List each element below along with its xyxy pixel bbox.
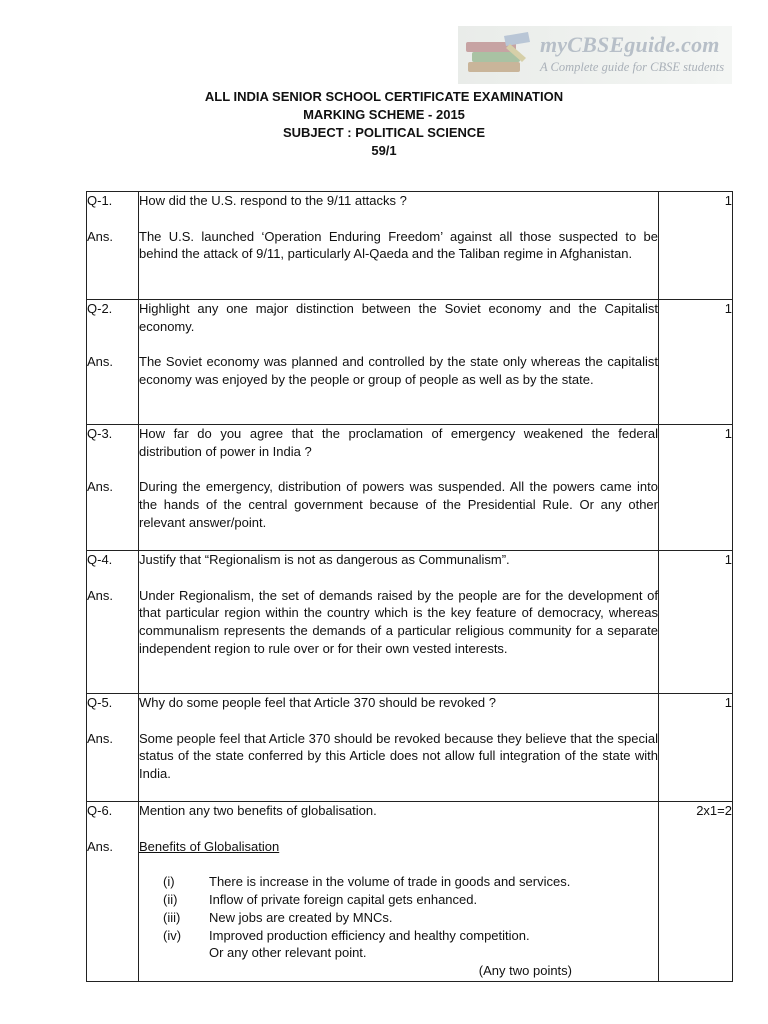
marks-cell: [659, 425, 733, 551]
answer-label: Ans.: [87, 479, 114, 495]
question-number: Q-4.: [87, 552, 113, 567]
question-text: How far do you agree that the proclamation of emergency weakened the federal distribution of power in India ?: [139, 426, 658, 459]
answer-text: The Soviet economy was planned and controlled by the state only whereas the capitalist economy was enjoyed by the people or group of people as well as by the state.: [139, 354, 658, 388]
table-row: [87, 551, 733, 694]
question-answer-cell: [139, 425, 659, 551]
marking-scheme-table: [86, 191, 733, 982]
question-number-cell: [87, 425, 139, 551]
question-number-cell: [87, 551, 139, 694]
question-text: How did the U.S. respond to the 9/11 attacks ?: [139, 193, 407, 208]
question-text: Mention any two benefits of globalisation.: [139, 803, 377, 818]
list-item-text: Improved production efficiency and healthy competition.: [209, 927, 530, 943]
marks-cell: [659, 694, 733, 802]
question-number-cell: [87, 694, 139, 802]
answer-heading: Benefits of Globalisation: [139, 838, 280, 854]
question-number: Q-1.: [87, 193, 113, 208]
question-text: Highlight any one major distinction between the Soviet economy and the Capitalist economy.: [139, 301, 658, 334]
marks-value: 2x1=2: [696, 803, 732, 818]
answer-text: The U.S. launched ‘Operation Enduring Freedom’ against all those suspected to be behind the attack of 9/11, particularly Al-Qaeda and the Taliban regime in Afghanistan.: [139, 228, 658, 262]
answer-label: Ans.: [87, 587, 114, 603]
marks-value: 1: [724, 193, 732, 208]
question-text: Why do some people feel that Article 370 should be revoked ?: [139, 695, 496, 710]
question-number-cell: [87, 300, 139, 425]
scheme-title: MARKING SCHEME - 2015: [303, 107, 465, 122]
question-number-cell: [87, 802, 139, 982]
marks-cell: [659, 300, 733, 425]
marks-cell: [659, 192, 733, 300]
answer-text: During the emergency, distribution of powers was suspended. All the powers came into the hands of the central government because of the Presidential Rule. Or any other relevant answer/point.: [139, 479, 658, 530]
list-item-number: (ii): [163, 891, 178, 907]
question-answer-cell: [139, 802, 659, 982]
logo-brand: myCBSEguide.com: [540, 32, 720, 57]
table-row: [87, 192, 733, 300]
marks-value: 1: [724, 552, 732, 567]
marks-cell: [659, 802, 733, 982]
marks-value: 1: [724, 301, 732, 316]
list-item-number: (iv): [163, 927, 182, 943]
list-item-text: New jobs are created by MNCs.: [209, 909, 393, 925]
marks-value: 1: [724, 426, 732, 441]
list-item: [163, 891, 658, 909]
table-row: [87, 802, 733, 982]
answer-label: Ans.: [87, 730, 114, 746]
marks-value: 1: [724, 695, 732, 710]
question-text: Justify that “Regionalism is not as dangerous as Communalism”.: [139, 552, 510, 567]
page-header: [0, 88, 768, 160]
subject-title: SUBJECT : POLITICAL SCIENCE: [282, 125, 485, 140]
list-item-number: (iii): [163, 909, 181, 925]
marks-cell: [659, 551, 733, 694]
table-row: [87, 300, 733, 425]
list-item: [163, 873, 658, 891]
answer-text: Some people feel that Article 370 should be revoked because they believe that the special status of the state conferred by this Article does not allow full integration of the state with India.: [139, 730, 658, 782]
mycbseguide-logo: [458, 26, 732, 84]
list-item-text: Inflow of private foreign capital gets enhanced.: [209, 891, 478, 907]
table-row: [87, 694, 733, 802]
answer-label: Ans.: [87, 838, 114, 854]
list-item-number: (i): [163, 874, 175, 890]
benefits-list: [163, 873, 658, 962]
list-item-text: There is increase in the volume of trade in goods and services.: [209, 874, 571, 890]
question-number: Q-2.: [87, 301, 113, 316]
question-number: Q-6.: [87, 803, 113, 818]
question-answer-cell: [139, 300, 659, 425]
question-number-cell: [87, 192, 139, 300]
question-answer-cell: [139, 551, 659, 694]
extra-point: Or any other relevant point.: [209, 945, 367, 961]
question-number: Q-5.: [87, 695, 113, 710]
table-row: [87, 425, 733, 551]
answer-text: Under Regionalism, the set of demands raised by the people are for the development of that particular region within the country which is the key feature of democracy, whereas communalism represents the demands of a particular religious community for a separate independent region to rule over or for their own vested interests.: [139, 587, 658, 656]
list-item: [163, 909, 658, 927]
question-answer-cell: [139, 192, 659, 300]
answer-label: Ans.: [87, 354, 114, 370]
exam-title: ALL INDIA SENIOR SCHOOL CERTIFICATE EXAMINATION: [204, 89, 564, 104]
list-item: [163, 927, 658, 945]
question-answer-cell: [139, 694, 659, 802]
points-note: (Any two points): [478, 963, 572, 979]
answer-label: Ans.: [87, 228, 114, 244]
books-icon: [464, 32, 536, 78]
paper-code: 59/1: [371, 143, 397, 158]
logo-tagline: A Complete guide for CBSE students: [540, 60, 725, 74]
question-number: Q-3.: [87, 426, 113, 441]
